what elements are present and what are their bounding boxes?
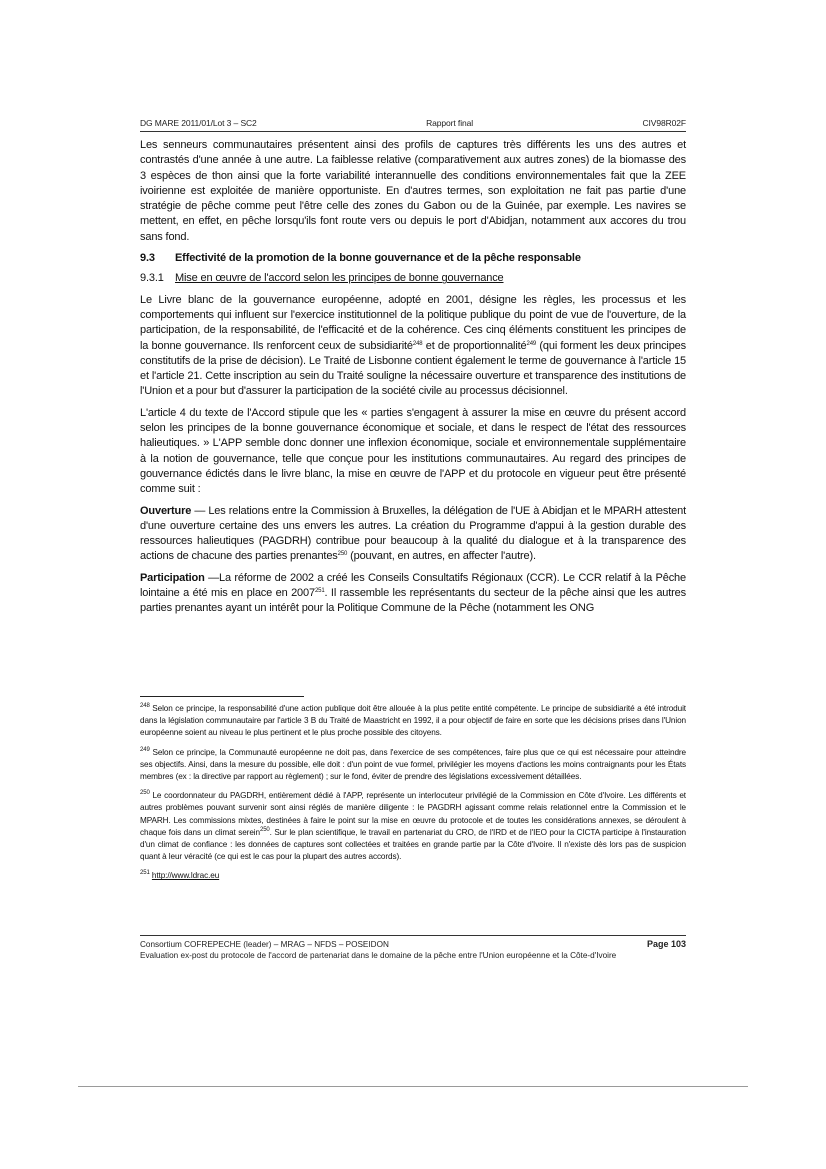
header-report-type: Rapport final [426, 118, 474, 128]
page-number: Page 103 [646, 939, 686, 949]
footer-subtitle: Evaluation ex-post du protocole de l'accord de partenariat dans le domaine de la pêche entre l'Union européenne et la Côte-d'Ivoire [140, 951, 617, 960]
header-divider [140, 131, 686, 132]
section-title: Effectivité de la promotion de la bonne gouvernance et de la pêche responsable [175, 252, 581, 265]
participation-term: Participation [140, 571, 205, 584]
footnote-number: 251 [140, 870, 150, 877]
header-code: CIV98R02F [642, 118, 686, 128]
footnote-248 [140, 703, 686, 740]
article-4-paragraph: L'article 4 du texte de l'Accord stipule que les « parties s'engagent à assurer la mise en œuvre du présent accord selon les principes de la bonne gouvernance économique et sociale, et dans le respect de l'état des ressources halieutiques. » L'APP semble donc donner une inflexion économique, sociale et environnementale supplémentaire à la notion de gouvernance, telle que conçue pour les institutions communautaires. Au regard des principes de gouvernance édictés dans le livre blanc, la mise en œuvre de l'APP et du protocole en vigueur peut être présenté comme suit : [140, 406, 686, 496]
page-footer [140, 939, 686, 961]
footnote-ref-249[interactable]: 249 [526, 340, 537, 347]
livre-blanc-paragraph [140, 293, 686, 400]
footnote-text: Selon ce principe, la responsabilité d'une action publique doit être allouée à la plus petite entité compétente. Le principe de subsidiarité a été introduit dans la législation communautaire par l'article 3 B du Traité de Maastricht en 1992, il a pour objectif de faire en sorte que les décisions prises dans l'Union européenne soient au niveau le plus pertinent et le plus proche possible des citoyens. [140, 704, 686, 738]
section-heading [140, 251, 686, 266]
ouverture-paragraph [140, 504, 686, 565]
text-run: —La réforme de 2002 a créé les Conseils Consultatifs Régionaux (CCR). Le CCR relatif à la Pêche lointaine a été mis en place en 2007 [140, 571, 686, 600]
ldrac-link[interactable]: http://www.ldrac.eu [151, 871, 220, 881]
participation-paragraph [140, 571, 686, 617]
footnote-ref-251[interactable]: 251 [314, 588, 325, 595]
page-bottom-divider [78, 1086, 748, 1087]
footnote-text: . Sur le plan scientifique, le travail en partenariat du CRO, de l'IRD et de l'IEO pour la CICTA participe à l'instauration d'un climat de confiance : les données de captures sont collectées et traitées en grande partie par la Côte d'Ivoire. Il n'existe dès lors pas de suspicion quant à leur véracité (ce qui est le cas pour la plupart des autres accords). [140, 827, 686, 862]
footnote-inner-ref: 250 [259, 826, 270, 833]
footnote-number: 248 [140, 703, 150, 709]
intro-paragraph: Les senneurs communautaires présentent ainsi des profils de captures très différents les uns des autres et contrastés d'une année à une autre. La faiblesse relative (comparativement aux autres zones) de la biomasse des 3 espèces de thon ainsi que la forte variabilité interannuelle des conditions environnementales fait que la ZEE ivoirienne est exploitée de manière opportuniste. En d'autres termes, son exploitation ne fait pas partie d'une stratégie de pêche comme peut l'être celle des zones du Gabon ou de la Guinée, par exemple. Les navires se mettent, en effet, en pêche lorsqu'ils font route vers ou depuis le port d'Abidjan, notamment aux accores du trou sans fond. [140, 139, 686, 243]
subsection-number: 9.3.1 [140, 272, 164, 285]
subsection-title: Mise en œuvre de l'accord selon les principes de bonne gouvernance [175, 272, 504, 285]
footnotes [140, 703, 686, 890]
text-run: (pouvant, en autres, en affecter l'autre). [347, 550, 536, 563]
ouverture-term: Ouverture [140, 504, 192, 517]
text-run: et de proportionnalité [422, 339, 527, 352]
footnote-249 [140, 747, 686, 784]
footnote-ref-248[interactable]: 248 [412, 340, 423, 347]
main-text [140, 138, 686, 623]
footnote-number: 249 [140, 746, 150, 753]
text-run: Le Livre blanc de la gouvernance européenne, adopté en 2001, désigne les règles, les processus et les comportements qui influent sur l'exercice institutionnel de la politique publique du point de vue de l'ouverture, de la participation, de la responsabilité, de l'efficacité et de la cohérence. Ces cinq éléments constituent les principes de la bonne gouvernance. Ils renforcent ceux de subsidiarité [140, 293, 686, 352]
page-header [140, 118, 686, 128]
footnote-text: Selon ce principe, la Communauté européenne ne doit pas, dans l'exercice de ses compétences, faire plus que ce qui est nécessaire pour atteindre ses objectifs. Ainsi, dans la mesure du possible, elle doit : d'un point de vue formel, privilégier les moyens d'actions les moins contraignants pour les États membres (ex : la directive par rapport au règlement) ; sur le fond, éviter de prendre des législations excessivement détaillées. [140, 747, 686, 782]
footnote-text: Le coordonnateur du PAGDRH, entièrement dédié à l'APP, représente un interlocuteur privilégié de la Commission en Côte d'Ivoire. Les différents et autres problèmes pouvant survenir sont ainsi réglés de manière diligente : le PAGDRH agissant comme relais relationnel entre la Commission et le MPARH. Les commissions mixtes, destinées à faire le point sur la mise en œuvre du protocole et de toutes les considérations annexes, se déroulent à chaque fois dans un climat serein [140, 791, 686, 837]
footer-divider [140, 935, 686, 936]
footnote-251 [140, 870, 686, 882]
footnote-250 [140, 790, 686, 863]
subsection-heading [140, 271, 686, 286]
footer-row [140, 939, 686, 950]
footnote-ref-250[interactable]: 250 [337, 551, 348, 558]
header-reference: DG MARE 2011/01/Lot 3 – SC2 [140, 118, 257, 128]
footer-consortium: Consortium COFREPECHE (leader) – MRAG – NFDS – POSEIDON [140, 940, 389, 949]
footnote-number: 250 [140, 790, 150, 797]
text-run: (qui forment les deux principes constitutifs de la prise de décision). Le Traité de Lisbonne contient également le terme de gouvernance à l'article 15 et l'article 21. Cette inscription au sein du Traité souligne la nécessaire ouverture et transparence des institutions de l'Union et a pour but d'assurer la participation de la société civile au processus décisionnel. [140, 339, 686, 398]
footnote-separator [140, 696, 304, 697]
text-run: — Les relations entre la Commission à Bruxelles, la délégation de l'UE à Abidjan et le MPARH attestent d'une ouverture certaine des uns envers les autres. La création du Programme d'appui à la gestion durable des ressources halieutiques (PAGDRH) contribue pour beaucoup à la qualité du dialogue et à la transparence des actions de chacune des parties prenantes [140, 504, 686, 563]
text-run: . Il rassemble les représentants du secteur de la pêche ainsi que les autres parties prenantes ayant un intérêt pour la Politique Commune de la Pêche (notamment les ONG [140, 587, 686, 615]
section-number: 9.3 [140, 252, 155, 265]
